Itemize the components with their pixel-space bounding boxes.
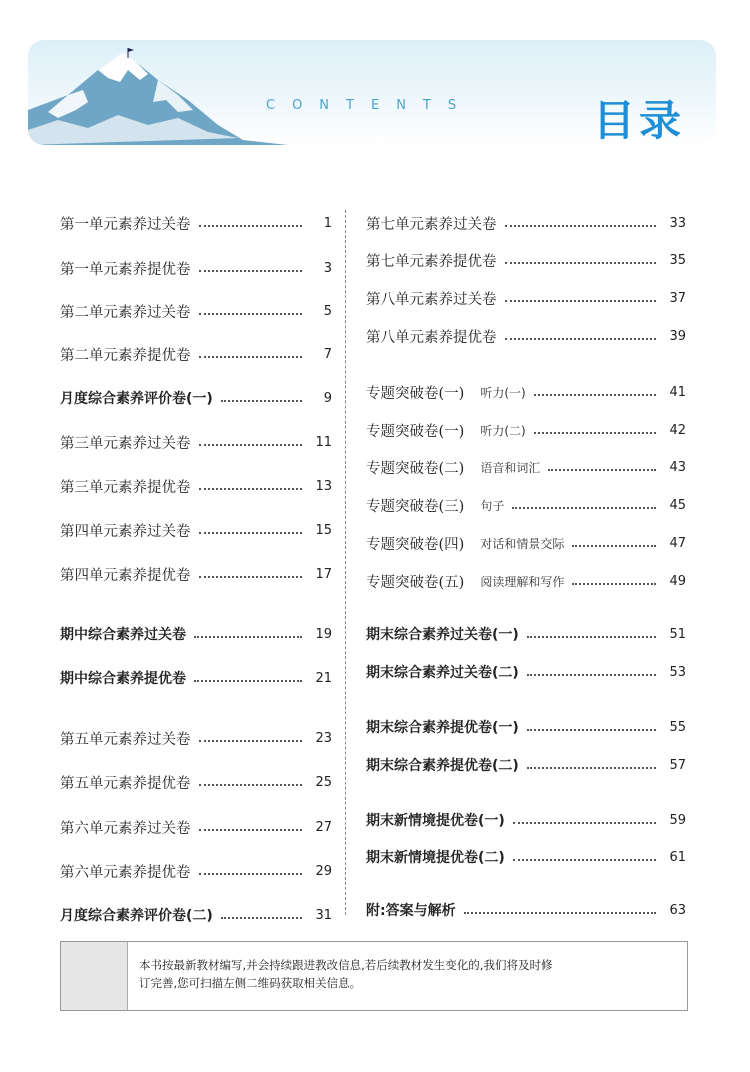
page-number: 39 bbox=[669, 328, 686, 344]
dot-leader bbox=[199, 488, 303, 490]
entry-title: 专题突破卷(一) bbox=[366, 423, 465, 440]
page-number: 19 bbox=[315, 626, 332, 642]
entry-title: 第一单元素养过关卷 bbox=[60, 216, 191, 233]
entry-title: 第二单元素养过关卷 bbox=[60, 304, 191, 321]
left-entry[interactable] bbox=[60, 859, 332, 883]
column-divider bbox=[345, 210, 346, 915]
left-entry[interactable] bbox=[60, 430, 332, 454]
dot-leader bbox=[572, 583, 656, 585]
dot-leader bbox=[221, 917, 302, 919]
dot-leader bbox=[505, 300, 657, 302]
dot-leader bbox=[194, 636, 302, 638]
page-number: 23 bbox=[315, 730, 332, 746]
page-number: 29 bbox=[315, 863, 332, 879]
page-number: 35 bbox=[669, 252, 686, 268]
page-number: 7 bbox=[323, 346, 332, 362]
page-number: 5 bbox=[323, 303, 332, 319]
entry-title: 月度综合素养评价卷(一) bbox=[60, 391, 213, 407]
entry-title: 第三单元素养过关卷 bbox=[60, 435, 191, 452]
entry-title: 第六单元素养过关卷 bbox=[60, 820, 191, 837]
page-number: 59 bbox=[669, 812, 686, 828]
left-entry[interactable] bbox=[60, 299, 332, 323]
page-number: 1 bbox=[323, 215, 332, 231]
dot-leader bbox=[505, 262, 657, 264]
right-entry[interactable] bbox=[366, 211, 686, 235]
entry-subtitle: 句子 bbox=[480, 498, 505, 513]
dot-leader bbox=[513, 859, 656, 861]
page-number: 51 bbox=[669, 626, 686, 642]
entry-subtitle: 语音和词汇 bbox=[480, 460, 541, 475]
entry-title: 专题突破卷(一) bbox=[366, 385, 465, 402]
page-number: 11 bbox=[315, 434, 332, 450]
dot-leader bbox=[534, 394, 656, 396]
page-number: 49 bbox=[669, 573, 686, 589]
entry-title: 第七单元素养提优卷 bbox=[366, 253, 497, 270]
entry-title: 第四单元素养过关卷 bbox=[60, 523, 191, 540]
dot-leader bbox=[199, 829, 303, 831]
right-entry[interactable] bbox=[366, 898, 686, 922]
right-entry[interactable] bbox=[366, 753, 686, 777]
dot-leader bbox=[221, 400, 302, 402]
page-number: 37 bbox=[669, 290, 686, 306]
qr-code-placeholder bbox=[61, 942, 128, 1010]
entry-subtitle: 阅读理解和写作 bbox=[480, 574, 565, 589]
entry-subtitle: 听力(一) bbox=[480, 385, 526, 400]
dot-leader bbox=[199, 356, 303, 358]
entry-title: 期末综合素养过关卷(一) bbox=[366, 627, 519, 643]
page-number: 3 bbox=[323, 260, 332, 276]
entry-title: 第五单元素养提优卷 bbox=[60, 775, 191, 792]
dot-leader bbox=[199, 313, 303, 315]
page-number: 43 bbox=[669, 459, 686, 475]
page-number: 61 bbox=[669, 849, 686, 865]
page-number: 21 bbox=[315, 670, 332, 686]
right-entry[interactable] bbox=[366, 845, 686, 869]
entry-title: 第四单元素养提优卷 bbox=[60, 567, 191, 584]
notice-line-2: 订完善,您可扫描左侧二维码获取相关信息。 bbox=[139, 976, 362, 990]
dot-leader bbox=[199, 532, 303, 534]
right-entry[interactable] bbox=[366, 622, 686, 646]
entry-title: 第二单元素养提优卷 bbox=[60, 347, 191, 364]
right-entry[interactable] bbox=[366, 715, 686, 739]
entry-title: 期末新情境提优卷(二) bbox=[366, 850, 505, 866]
page-number: 33 bbox=[669, 215, 686, 231]
entry-title: 第一单元素养提优卷 bbox=[60, 261, 191, 278]
dot-leader bbox=[199, 225, 303, 227]
right-entry[interactable] bbox=[366, 660, 686, 684]
dot-leader bbox=[199, 740, 303, 742]
page-number: 25 bbox=[315, 774, 332, 790]
right-entry[interactable] bbox=[366, 808, 686, 832]
entry-title: 专题突破卷(三) bbox=[366, 498, 465, 515]
contents-word: CONTENTS bbox=[266, 98, 474, 113]
dot-leader bbox=[527, 636, 656, 638]
page-number: 47 bbox=[669, 535, 686, 551]
entry-title: 专题突破卷(四) bbox=[366, 536, 465, 553]
right-entry[interactable] bbox=[366, 569, 686, 593]
left-entry[interactable] bbox=[60, 474, 332, 498]
left-entry[interactable] bbox=[60, 342, 332, 366]
page-number: 55 bbox=[669, 719, 686, 735]
left-entry[interactable] bbox=[60, 770, 332, 794]
left-entry[interactable] bbox=[60, 815, 332, 839]
mountain-illustration bbox=[28, 40, 288, 145]
entry-title: 第七单元素养过关卷 bbox=[366, 216, 497, 233]
dot-leader bbox=[505, 338, 657, 340]
dot-leader bbox=[199, 270, 303, 272]
dot-leader bbox=[513, 822, 656, 824]
dot-leader bbox=[548, 469, 656, 471]
entry-title: 期中综合素养提优卷 bbox=[60, 671, 186, 687]
page-number: 15 bbox=[315, 522, 332, 538]
dot-leader bbox=[534, 432, 656, 434]
right-entry[interactable] bbox=[366, 286, 686, 310]
entry-title: 专题突破卷(二) bbox=[366, 460, 465, 477]
page-number: 9 bbox=[323, 390, 332, 406]
dot-leader bbox=[199, 444, 303, 446]
page-number: 41 bbox=[669, 384, 686, 400]
page-number: 31 bbox=[315, 907, 332, 923]
dot-leader bbox=[527, 729, 656, 731]
entry-title: 第六单元素养提优卷 bbox=[60, 864, 191, 881]
entry-title: 第五单元素养过关卷 bbox=[60, 731, 191, 748]
entry-title: 第三单元素养提优卷 bbox=[60, 479, 191, 496]
dot-leader bbox=[505, 225, 657, 227]
left-entry[interactable] bbox=[60, 256, 332, 280]
notice-line-1: 本书按最新教材编写,并会持续跟进教改信息,若后续教材发生变化的,我们将及时修 bbox=[139, 958, 553, 972]
dot-leader bbox=[512, 507, 656, 509]
entry-title: 第八单元素养提优卷 bbox=[366, 329, 497, 346]
page-number: 27 bbox=[315, 819, 332, 835]
page-number: 57 bbox=[669, 757, 686, 773]
page-number: 42 bbox=[669, 422, 686, 438]
left-entry[interactable] bbox=[60, 622, 332, 646]
left-entry[interactable] bbox=[60, 903, 332, 927]
dot-leader bbox=[527, 767, 656, 769]
right-entry[interactable] bbox=[366, 418, 686, 442]
dot-leader bbox=[464, 912, 656, 914]
entry-title: 附:答案与解析 bbox=[366, 903, 456, 919]
entry-title: 月度综合素养评价卷(二) bbox=[60, 908, 213, 924]
left-entry[interactable] bbox=[60, 211, 332, 235]
right-entry[interactable] bbox=[366, 455, 686, 479]
entry-title: 期末综合素养提优卷(一) bbox=[366, 720, 519, 736]
page-number: 63 bbox=[669, 902, 686, 918]
dot-leader bbox=[194, 680, 302, 682]
right-entry[interactable] bbox=[366, 493, 686, 517]
right-entry[interactable] bbox=[366, 380, 686, 404]
header-banner bbox=[28, 40, 716, 145]
left-entry[interactable] bbox=[60, 562, 332, 586]
dot-leader bbox=[199, 873, 303, 875]
right-entry[interactable] bbox=[366, 531, 686, 555]
entry-title: 专题突破卷(五) bbox=[366, 574, 465, 591]
page-number: 53 bbox=[669, 664, 686, 680]
entry-title: 第八单元素养过关卷 bbox=[366, 291, 497, 308]
entry-title: 期末综合素养过关卷(二) bbox=[366, 665, 519, 681]
left-entry[interactable] bbox=[60, 666, 332, 690]
entry-subtitle: 对话和情景交际 bbox=[480, 536, 565, 551]
entry-title: 期中综合素养过关卷 bbox=[60, 627, 186, 643]
page-title: 目录 bbox=[593, 96, 686, 145]
dot-leader bbox=[199, 784, 303, 786]
page-number: 17 bbox=[315, 566, 332, 582]
dot-leader bbox=[199, 576, 303, 578]
notice-box bbox=[60, 941, 688, 1011]
right-entry[interactable] bbox=[366, 248, 686, 272]
left-entry[interactable] bbox=[60, 518, 332, 542]
left-entry[interactable] bbox=[60, 726, 332, 750]
entry-title: 期末综合素养提优卷(二) bbox=[366, 758, 519, 774]
page-number: 13 bbox=[315, 478, 332, 494]
notice-text bbox=[139, 956, 679, 992]
entry-title: 期末新情境提优卷(一) bbox=[366, 813, 505, 829]
right-entry[interactable] bbox=[366, 324, 686, 348]
page-number: 45 bbox=[669, 497, 686, 513]
dot-leader bbox=[572, 545, 656, 547]
entry-subtitle: 听力(二) bbox=[480, 423, 526, 438]
dot-leader bbox=[527, 674, 656, 676]
left-entry[interactable] bbox=[60, 386, 332, 410]
